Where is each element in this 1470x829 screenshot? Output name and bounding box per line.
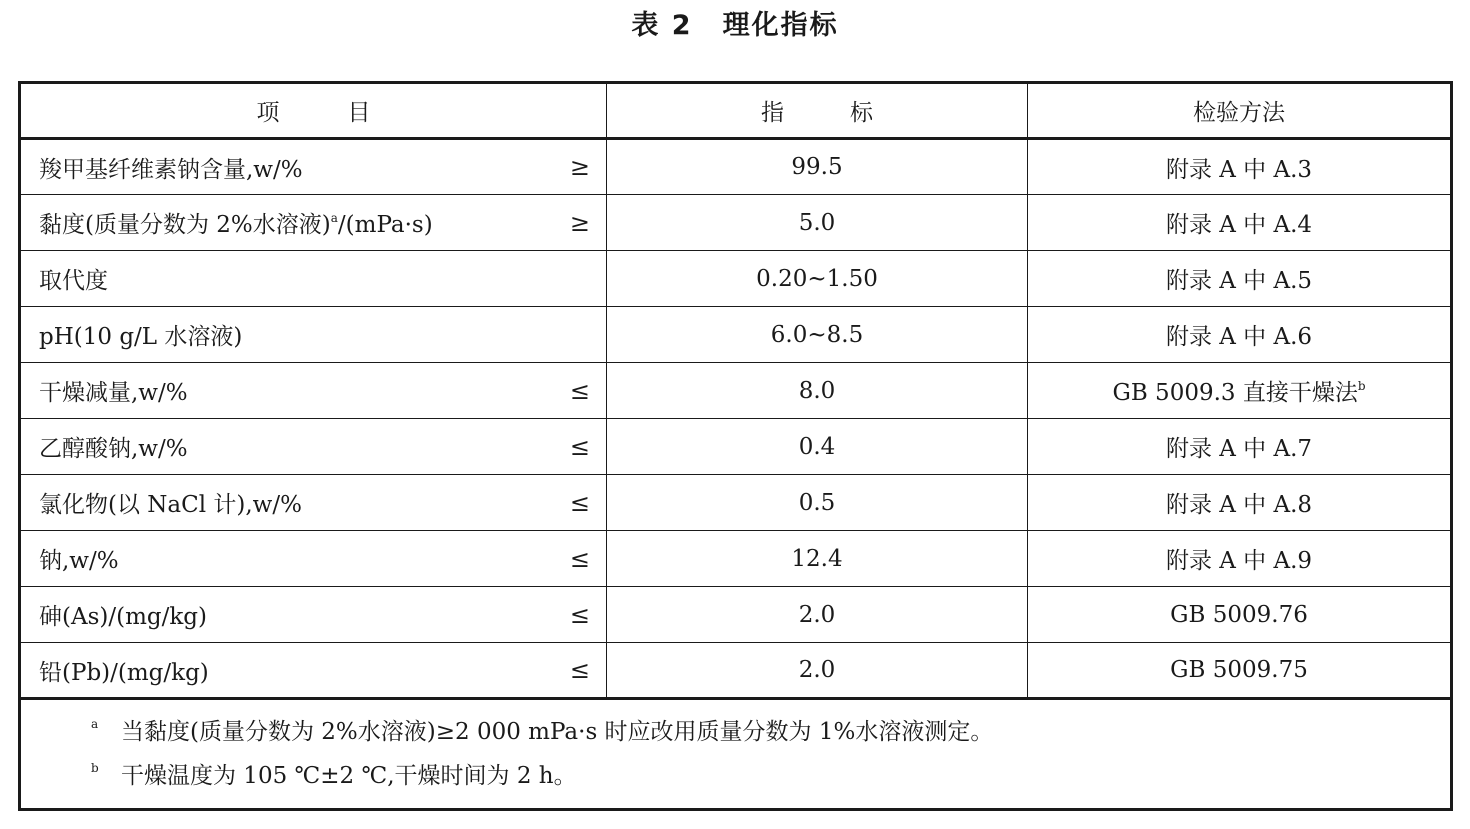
method-text: 附录 A 中 A.6 bbox=[1165, 324, 1313, 350]
index-value: 2.0 bbox=[607, 643, 1028, 699]
notes-row bbox=[20, 699, 1452, 810]
method-text: 附录 A 中 A.3 bbox=[1165, 156, 1313, 183]
index-value: 0.20~1.50 bbox=[607, 251, 1028, 307]
header-index: 指标 bbox=[607, 83, 1028, 139]
item-name: 羧甲基纤维素钠含量,w/% bbox=[39, 156, 303, 183]
method-cell bbox=[1028, 195, 1452, 251]
method-cell bbox=[1028, 307, 1452, 363]
comparison-operator: ≤ bbox=[569, 488, 590, 517]
item-cell bbox=[20, 587, 607, 643]
footnote-text: 干燥温度为 105 ℃±2 ℃,干燥时间为 2 h。 bbox=[121, 763, 577, 789]
footnote-ref: a bbox=[330, 211, 338, 225]
index-value: 99.5 bbox=[607, 139, 1028, 195]
item-cell bbox=[20, 363, 607, 419]
comparison-operator: ≤ bbox=[569, 432, 590, 461]
footnote-mark: a bbox=[91, 717, 99, 731]
item-cell bbox=[20, 419, 607, 475]
method-text: GB 5009.3 直接干燥法 bbox=[1112, 380, 1358, 406]
comparison-operator: ≤ bbox=[569, 376, 590, 405]
table-row bbox=[20, 307, 1452, 363]
item-name: 取代度 bbox=[39, 268, 108, 294]
method-cell bbox=[1028, 475, 1452, 531]
table-body bbox=[20, 139, 1452, 699]
table-row bbox=[20, 419, 1452, 475]
footnote-ref: b bbox=[1357, 379, 1366, 393]
item-name: 钠,w/% bbox=[39, 548, 119, 574]
method-cell bbox=[1028, 139, 1452, 195]
notes-cell bbox=[20, 699, 1452, 810]
comparison-operator: ≥ bbox=[569, 208, 590, 237]
method-text: 附录 A 中 A.5 bbox=[1165, 268, 1313, 294]
method-cell bbox=[1028, 531, 1452, 587]
table-row bbox=[20, 251, 1452, 307]
header-item: 项目 bbox=[20, 83, 607, 139]
item-cell bbox=[20, 475, 607, 531]
item-cell bbox=[20, 307, 607, 363]
method-cell bbox=[1028, 363, 1452, 419]
method-text: GB 5009.75 bbox=[1170, 657, 1308, 683]
method-text: 附录 A 中 A.8 bbox=[1165, 492, 1313, 518]
table-number: 表 2 bbox=[631, 10, 693, 41]
table-header-row bbox=[20, 83, 1452, 139]
item-cell bbox=[20, 531, 607, 587]
method-cell bbox=[1028, 587, 1452, 643]
table-row bbox=[20, 139, 1452, 195]
footnote-text: 当黏度(质量分数为 2%水溶液)≥2 000 mPa·s 时应改用质量分数为 1%水溶液测定。 bbox=[121, 719, 994, 745]
index-value: 2.0 bbox=[607, 587, 1028, 643]
item-cell bbox=[20, 139, 607, 195]
table-row bbox=[20, 587, 1452, 643]
item-cell bbox=[20, 251, 607, 307]
item-name: 氯化物(以 NaCl 计),w/% bbox=[39, 492, 302, 518]
table-title: 理化指标 bbox=[722, 10, 839, 41]
footnote-mark: b bbox=[91, 761, 99, 775]
method-text: 附录 A 中 A.7 bbox=[1165, 436, 1313, 462]
comparison-operator: ≥ bbox=[569, 153, 590, 181]
table-caption bbox=[0, 4, 1470, 48]
index-value: 12.4 bbox=[607, 531, 1028, 587]
item-cell bbox=[20, 195, 607, 251]
method-text: GB 5009.76 bbox=[1170, 601, 1308, 628]
method-text: 附录 A 中 A.4 bbox=[1165, 212, 1313, 238]
index-value: 8.0 bbox=[607, 363, 1028, 419]
item-cell bbox=[20, 643, 607, 699]
index-value: 0.5 bbox=[607, 475, 1028, 531]
table-row bbox=[20, 643, 1452, 699]
method-text: 附录 A 中 A.9 bbox=[1165, 548, 1313, 574]
specification-table bbox=[18, 81, 1453, 811]
table-row bbox=[20, 475, 1452, 531]
item-name: 乙醇酸钠,w/% bbox=[39, 436, 188, 462]
method-cell bbox=[1028, 643, 1452, 699]
index-value: 0.4 bbox=[607, 419, 1028, 475]
item-name: 砷(As)/(mg/kg) bbox=[39, 604, 207, 630]
footnote-b bbox=[91, 754, 1450, 798]
index-value: 6.0~8.5 bbox=[607, 307, 1028, 363]
comparison-operator: ≤ bbox=[569, 600, 590, 629]
item-name: 铅(Pb)/(mg/kg) bbox=[39, 659, 209, 686]
item-name: pH(10 g/L 水溶液) bbox=[39, 324, 243, 350]
method-cell bbox=[1028, 251, 1452, 307]
comparison-operator: ≤ bbox=[569, 544, 590, 573]
item-unit: /(mPa·s) bbox=[337, 212, 433, 238]
table-row bbox=[20, 363, 1452, 419]
index-value: 5.0 bbox=[607, 195, 1028, 251]
table-row bbox=[20, 531, 1452, 587]
method-cell bbox=[1028, 419, 1452, 475]
item-name: 黏度(质量分数为 2%水溶液) bbox=[39, 212, 331, 238]
footnote-a bbox=[91, 710, 1450, 754]
header-method: 检验方法 bbox=[1028, 83, 1452, 139]
table-row bbox=[20, 195, 1452, 251]
item-name: 干燥减量,w/% bbox=[39, 380, 188, 406]
comparison-operator: ≤ bbox=[569, 656, 590, 684]
